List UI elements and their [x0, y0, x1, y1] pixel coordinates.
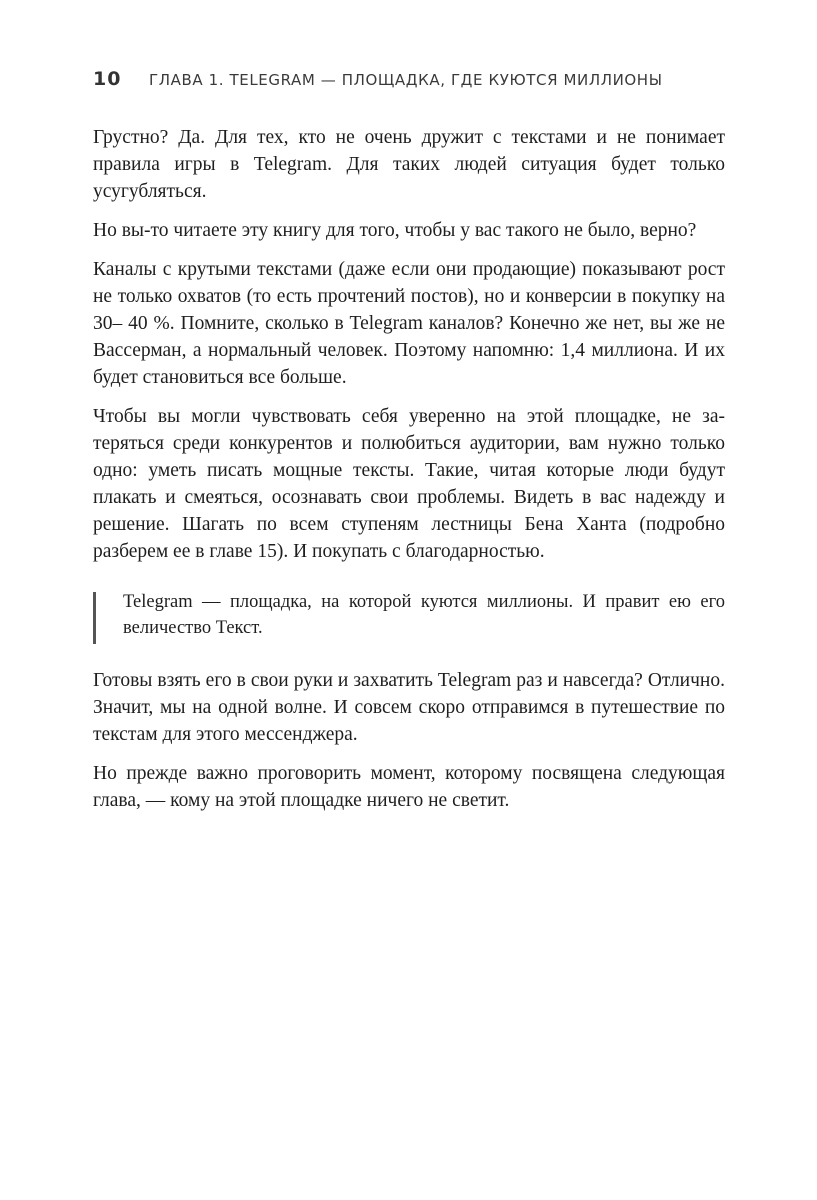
paragraph: Но вы-то читаете эту книгу для того, чтобы у вас такого не было, верно?: [93, 220, 697, 241]
chapter-title: ГЛАВА 1. TELEGRAM — ПЛОЩАДКА, ГДЕ КУЮТСЯ МИЛЛИОНЫ: [149, 71, 663, 89]
paragraph: Чтобы вы могли чувствовать себя уверенно на этой площадке, не затеряться среди конкурентов и полюбиться аудитории, вам нужно только одно: уметь писать мощные тексты. Такие, читая которые люди будут плакать и смеяться, осознавать свои проблемы. Видеть в вас надежду и решение. Шагать по всем ступеням лестницы Бена Ханта (подробно разберем ее в главе 15). И покупать с благодарностью.: [93, 406, 725, 562]
running-head: [93, 68, 733, 98]
page-number: 10: [93, 68, 122, 90]
body-text: [93, 124, 725, 826]
quote-bar: [93, 592, 96, 644]
paragraph: Но прежде важно проговорить момент, которому посвящена следующая глава, — кому на этой площадке ничего не светит.: [93, 763, 725, 811]
paragraph: Каналы с крутыми текстами (даже если они продающие) показывают рост не только охватов (то есть прочтений постов), но и конверсии в покупку на 30– 40 %. Помните, сколько в Telegram каналов? Конечно же нет, вы же не Вассерман, а нормальный человек. Поэтому напомню: 1,4 миллиона. И их будет становиться все больше.: [93, 259, 725, 388]
paragraph: Грустно? Да. Для тех, кто не очень дружит с текстами и не понимает правила игры в Telegram. Для таких людей ситуация будет только усугубляться.: [93, 127, 725, 202]
paragraph: Готовы взять его в свои руки и захватить Telegram раз и навсегда? Отлично. Значит, мы на одной волне. И совсем скоро отправимся в путешествие по текстам для этого мессенджера.: [93, 670, 725, 745]
quote-text: Telegram — площадка, на которой куются миллионы. И правит ею его величество Текст.: [123, 592, 725, 638]
pull-quote: [93, 589, 725, 641]
